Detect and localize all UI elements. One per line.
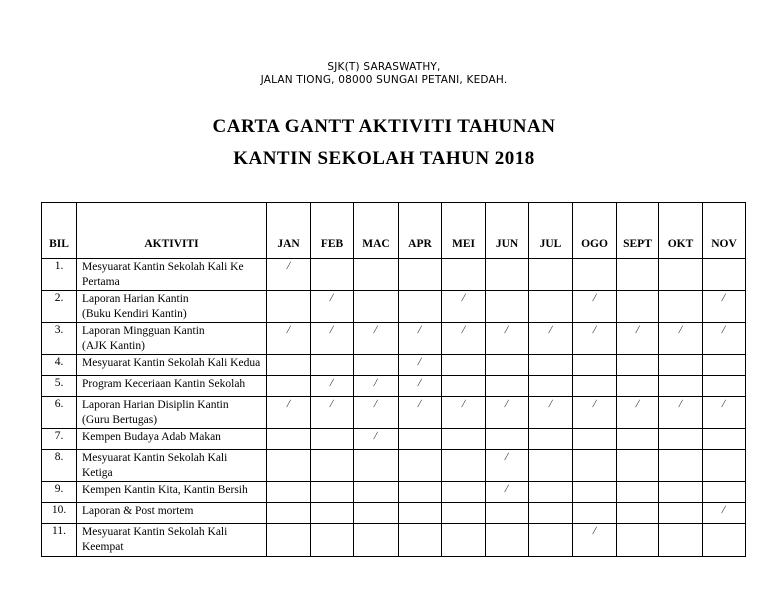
schedule-mark: / <box>634 324 641 336</box>
month-cell-sept <box>617 524 659 557</box>
schedule-mark: / <box>329 377 335 389</box>
month-cell-mei <box>442 291 486 323</box>
month-cell-jan <box>267 291 311 323</box>
month-cell-sept <box>617 291 659 323</box>
table-row <box>42 429 746 450</box>
month-cell-feb <box>311 397 354 429</box>
month-cell-mei <box>442 376 486 397</box>
month-cell-sept <box>617 259 659 291</box>
schedule-mark: / <box>460 292 467 304</box>
month-cell-sept <box>617 323 659 355</box>
schedule-mark: / <box>417 398 423 410</box>
month-cell-jun <box>486 482 529 503</box>
month-cell-jan <box>267 323 311 355</box>
month-cell-jun <box>486 323 529 355</box>
month-cell-ogo <box>573 323 617 355</box>
month-cell-jun <box>486 429 529 450</box>
month-cell-apr <box>399 259 442 291</box>
document-title: CARTA GANTT AKTIVITI TAHUNAN <box>212 116 556 137</box>
column-header-bil: BIL <box>42 203 77 259</box>
row-number: 1. <box>42 259 77 291</box>
month-cell-nov <box>703 323 746 355</box>
schedule-mark: / <box>504 398 510 410</box>
month-cell-okt <box>659 355 703 376</box>
month-cell-jan <box>267 355 311 376</box>
schedule-mark: / <box>721 292 727 304</box>
schedule-mark: / <box>373 398 379 410</box>
month-cell-ogo <box>573 429 617 450</box>
month-cell-sept <box>617 450 659 482</box>
activity-name: Laporan Mingguan Kantin (AJK Kantin) <box>77 323 267 355</box>
month-cell-feb <box>311 482 354 503</box>
month-cell-mei <box>442 450 486 482</box>
month-cell-nov <box>703 291 746 323</box>
month-cell-okt <box>659 524 703 557</box>
month-cell-jul <box>529 323 573 355</box>
month-cell-jul <box>529 482 573 503</box>
month-cell-ogo <box>573 524 617 557</box>
month-cell-feb <box>311 503 354 524</box>
month-cell-jul <box>529 503 573 524</box>
month-cell-jul <box>529 450 573 482</box>
schedule-mark: / <box>417 324 423 336</box>
month-cell-nov <box>703 259 746 291</box>
month-cell-jul <box>529 291 573 323</box>
month-cell-mac <box>354 429 399 450</box>
month-cell-nov <box>703 503 746 524</box>
schedule-mark: / <box>329 292 335 304</box>
month-cell-apr <box>399 429 442 450</box>
month-cell-sept <box>617 482 659 503</box>
activity-name: Program Keceriaan Kantin Sekolah <box>77 376 267 397</box>
gantt-table <box>41 202 746 557</box>
month-cell-jan <box>267 259 311 291</box>
month-cell-jul <box>529 355 573 376</box>
schedule-mark: / <box>373 430 379 442</box>
schedule-mark: / <box>504 451 510 463</box>
month-cell-mac <box>354 291 399 323</box>
month-cell-apr <box>399 503 442 524</box>
month-cell-jul <box>529 397 573 429</box>
month-cell-sept <box>617 429 659 450</box>
column-header-aktiviti: AKTIVITI <box>77 203 267 259</box>
month-cell-mac <box>354 355 399 376</box>
schedule-mark: / <box>591 292 598 304</box>
month-cell-jan <box>267 450 311 482</box>
month-cell-mei <box>442 355 486 376</box>
schedule-mark: / <box>373 377 379 389</box>
schedule-mark: / <box>285 324 292 336</box>
schedule-mark: / <box>721 504 727 516</box>
month-cell-okt <box>659 323 703 355</box>
row-number: 4. <box>42 355 77 376</box>
month-cell-feb <box>311 259 354 291</box>
month-cell-mei <box>442 524 486 557</box>
schedule-mark: / <box>634 398 641 410</box>
activity-name: Laporan Harian Disiplin Kantin (Guru Bertugas) <box>77 397 267 429</box>
month-cell-ogo <box>573 397 617 429</box>
schedule-mark: / <box>460 398 467 410</box>
month-cell-jan <box>267 397 311 429</box>
month-cell-jan <box>267 503 311 524</box>
table-row <box>42 397 746 429</box>
month-cell-mac <box>354 450 399 482</box>
month-cell-jun <box>486 376 529 397</box>
row-number: 7. <box>42 429 77 450</box>
month-cell-apr <box>399 323 442 355</box>
month-cell-sept <box>617 376 659 397</box>
table-row <box>42 323 746 355</box>
month-cell-mac <box>354 376 399 397</box>
schedule-mark: / <box>677 398 684 410</box>
column-header-apr: APR <box>399 203 442 259</box>
month-cell-mei <box>442 429 486 450</box>
month-cell-apr <box>399 291 442 323</box>
month-cell-apr <box>399 397 442 429</box>
schedule-mark: / <box>591 398 598 410</box>
school-address: JALAN TIONG, 08000 SUNGAI PETANI, KEDAH. <box>260 74 508 86</box>
month-cell-jun <box>486 397 529 429</box>
month-cell-nov <box>703 355 746 376</box>
column-header-jan: JAN <box>267 203 311 259</box>
month-cell-nov <box>703 397 746 429</box>
month-cell-apr <box>399 376 442 397</box>
schedule-mark: / <box>460 324 467 336</box>
schedule-mark: / <box>591 324 598 336</box>
month-cell-mei <box>442 323 486 355</box>
schedule-mark: / <box>504 324 510 336</box>
month-cell-sept <box>617 355 659 376</box>
schedule-mark: / <box>417 377 423 389</box>
schedule-mark: / <box>591 525 598 537</box>
activity-name: Laporan & Post mortem <box>77 503 267 524</box>
month-cell-apr <box>399 524 442 557</box>
table-row <box>42 503 746 524</box>
row-number: 2. <box>42 291 77 323</box>
month-cell-jul <box>529 524 573 557</box>
column-header-nov: NOV <box>703 203 746 259</box>
schedule-mark: / <box>547 398 554 410</box>
schedule-mark: / <box>373 324 379 336</box>
month-cell-feb <box>311 376 354 397</box>
school-name: SJK(T) SARASWATHY, <box>327 61 441 73</box>
month-cell-apr <box>399 355 442 376</box>
table-row <box>42 482 746 503</box>
month-cell-jan <box>267 376 311 397</box>
month-cell-nov <box>703 482 746 503</box>
activity-name: Mesyuarat Kantin Sekolah Kali Ke Pertama <box>77 259 267 291</box>
month-cell-ogo <box>573 355 617 376</box>
table-row <box>42 259 746 291</box>
month-cell-nov <box>703 429 746 450</box>
month-cell-mei <box>442 397 486 429</box>
month-cell-okt <box>659 450 703 482</box>
month-cell-mac <box>354 482 399 503</box>
month-cell-jun <box>486 450 529 482</box>
month-cell-jan <box>267 524 311 557</box>
row-number: 8. <box>42 450 77 482</box>
month-cell-jan <box>267 429 311 450</box>
month-cell-okt <box>659 429 703 450</box>
schedule-mark: / <box>721 398 727 410</box>
month-cell-jul <box>529 376 573 397</box>
activity-name: Mesyuarat Kantin Sekolah Kali Kedua <box>77 355 267 376</box>
schedule-mark: / <box>504 483 510 495</box>
month-cell-sept <box>617 503 659 524</box>
column-header-feb: FEB <box>311 203 354 259</box>
table-row <box>42 450 746 482</box>
schedule-mark: / <box>329 398 335 410</box>
row-number: 11. <box>42 524 77 557</box>
month-cell-mac <box>354 524 399 557</box>
month-cell-mac <box>354 397 399 429</box>
row-number: 10. <box>42 503 77 524</box>
month-cell-jul <box>529 259 573 291</box>
month-cell-ogo <box>573 259 617 291</box>
month-cell-nov <box>703 376 746 397</box>
column-header-okt: OKT <box>659 203 703 259</box>
month-cell-okt <box>659 503 703 524</box>
column-header-mei: MEI <box>442 203 486 259</box>
month-cell-feb <box>311 291 354 323</box>
month-cell-jun <box>486 503 529 524</box>
schedule-mark: / <box>417 356 423 368</box>
month-cell-mei <box>442 259 486 291</box>
month-cell-feb <box>311 524 354 557</box>
schedule-mark: / <box>677 324 684 336</box>
activity-name: Mesyuarat Kantin Sekolah Kali Keempat <box>77 524 267 557</box>
month-cell-okt <box>659 482 703 503</box>
month-cell-nov <box>703 524 746 557</box>
document-subtitle: KANTIN SEKOLAH TAHUN 2018 <box>233 148 535 169</box>
month-cell-mac <box>354 323 399 355</box>
month-cell-ogo <box>573 291 617 323</box>
month-cell-jun <box>486 524 529 557</box>
column-header-jul: JUL <box>529 203 573 259</box>
month-cell-mei <box>442 503 486 524</box>
month-cell-feb <box>311 450 354 482</box>
month-cell-feb <box>311 323 354 355</box>
month-cell-ogo <box>573 450 617 482</box>
row-number: 5. <box>42 376 77 397</box>
schedule-mark: / <box>329 324 335 336</box>
month-cell-okt <box>659 397 703 429</box>
row-number: 3. <box>42 323 77 355</box>
month-cell-okt <box>659 259 703 291</box>
month-cell-mac <box>354 259 399 291</box>
column-header-ogo: OGO <box>573 203 617 259</box>
activity-name: Mesyuarat Kantin Sekolah Kali Ketiga <box>77 450 267 482</box>
table-row <box>42 524 746 557</box>
month-cell-apr <box>399 450 442 482</box>
schedule-mark: / <box>721 324 727 336</box>
row-number: 6. <box>42 397 77 429</box>
month-cell-okt <box>659 291 703 323</box>
row-number: 9. <box>42 482 77 503</box>
column-header-jun: JUN <box>486 203 529 259</box>
month-cell-okt <box>659 376 703 397</box>
schedule-mark: / <box>285 260 292 272</box>
month-cell-nov <box>703 450 746 482</box>
table-row <box>42 291 746 323</box>
month-cell-jun <box>486 291 529 323</box>
schedule-mark: / <box>285 398 292 410</box>
month-cell-sept <box>617 397 659 429</box>
month-cell-feb <box>311 355 354 376</box>
column-header-sept: SEPT <box>617 203 659 259</box>
month-cell-jul <box>529 429 573 450</box>
table-header-row <box>42 203 746 259</box>
month-cell-apr <box>399 482 442 503</box>
month-cell-ogo <box>573 482 617 503</box>
month-cell-jun <box>486 259 529 291</box>
activity-name: Laporan Harian Kantin (Buku Kendiri Kantin) <box>77 291 267 323</box>
month-cell-ogo <box>573 503 617 524</box>
activity-name: Kempen Kantin Kita, Kantin Bersih <box>77 482 267 503</box>
month-cell-jun <box>486 355 529 376</box>
schedule-mark: / <box>547 324 554 336</box>
month-cell-mei <box>442 482 486 503</box>
month-cell-jan <box>267 482 311 503</box>
month-cell-feb <box>311 429 354 450</box>
month-cell-mac <box>354 503 399 524</box>
table-row <box>42 376 746 397</box>
column-header-mac: MAC <box>354 203 399 259</box>
month-cell-ogo <box>573 376 617 397</box>
table-row <box>42 355 746 376</box>
activity-name: Kempen Budaya Adab Makan <box>77 429 267 450</box>
